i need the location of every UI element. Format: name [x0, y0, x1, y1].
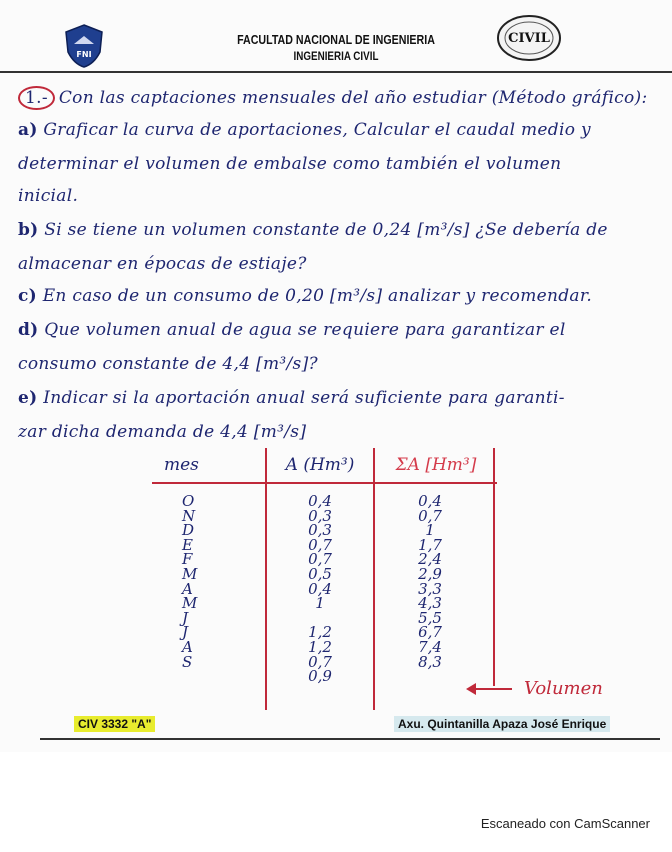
volumen-annotation: Volumen	[524, 678, 603, 699]
item-c-line1	[18, 286, 592, 306]
header-mes: mes	[152, 448, 266, 483]
item-b-text1: Si se tiene un volumen constante de 0,24 [m³/s] ¿Se debería de	[44, 220, 608, 240]
problem-intro: Con las captaciones mensuales del año estudiar (Método gráfico):	[58, 88, 648, 108]
item-e-line1	[18, 388, 565, 408]
header-aportacion: A (Hm³)	[266, 448, 374, 483]
months-values: O N D E F M A M J J A S	[182, 492, 198, 671]
footer-divider	[40, 738, 660, 740]
civil-logo-text: CIVIL	[508, 31, 550, 46]
aportacion-column	[266, 483, 374, 710]
item-b-label: b)	[18, 220, 39, 240]
table-row	[152, 483, 497, 710]
item-d-label: d)	[18, 320, 39, 340]
item-d-text2: consumo constante de 4,4 [m³/s]?	[18, 354, 318, 374]
header-acumulado: ΣA [Hm³]	[374, 448, 497, 483]
header-divider	[0, 71, 672, 73]
scanner-watermark: Escaneado con CamScanner	[480, 816, 650, 831]
acumulado-values: 0,4 0,7 1 1,7 2,4 2,9 3,3 4,3 5,5 6,7 7,4 8,3	[418, 492, 442, 671]
contributions-table	[152, 448, 497, 710]
item-d-line1	[18, 320, 566, 340]
course-code: CIV 3332 "A"	[74, 716, 155, 732]
item-d-text1: Que volumen anual de agua se requiere para garantizar el	[44, 320, 566, 340]
problem-number: 1.-	[18, 86, 55, 110]
fni-logo-text: FNI	[76, 50, 92, 59]
department-title: INGENIERIA CIVIL	[293, 49, 379, 63]
item-c-text1: En caso de un consumo de 0,20 [m³/s] analizar y recomendar.	[42, 286, 593, 306]
author-name: Axu. Quintanilla Apaza José Enrique	[394, 716, 610, 732]
item-a-text1: Graficar la curva de aportaciones, Calcular el caudal medio y	[43, 120, 591, 140]
item-a-text2: determinar el volumen de embalse como también el volumen	[18, 154, 562, 174]
item-a-text3: inicial.	[18, 186, 79, 206]
item-a-label: a)	[18, 120, 38, 140]
months-column	[152, 483, 266, 710]
item-e-text1: Indicar si la aportación anual será suficiente para garanti-	[43, 388, 565, 408]
item-b-text2: almacenar en épocas de estiaje?	[18, 254, 307, 274]
table-right-border	[493, 448, 495, 686]
aportacion-values: 0,4 0,3 0,3 0,7 0,7 0,5 0,4 1 1,2 1,2 0,7 0,9	[308, 492, 332, 686]
item-e-text2: zar dicha demanda de 4,4 [m³/s]	[18, 422, 307, 442]
item-a-line1	[18, 120, 591, 140]
problem-intro-line	[18, 86, 648, 110]
faculty-title: FACULTAD NACIONAL DE INGENIERIA	[237, 32, 435, 47]
acumulado-column	[374, 483, 497, 710]
item-c-label: c)	[18, 286, 37, 306]
item-b-line1	[18, 220, 608, 240]
item-e-label: e)	[18, 388, 38, 408]
arrow-left-icon	[466, 682, 514, 696]
